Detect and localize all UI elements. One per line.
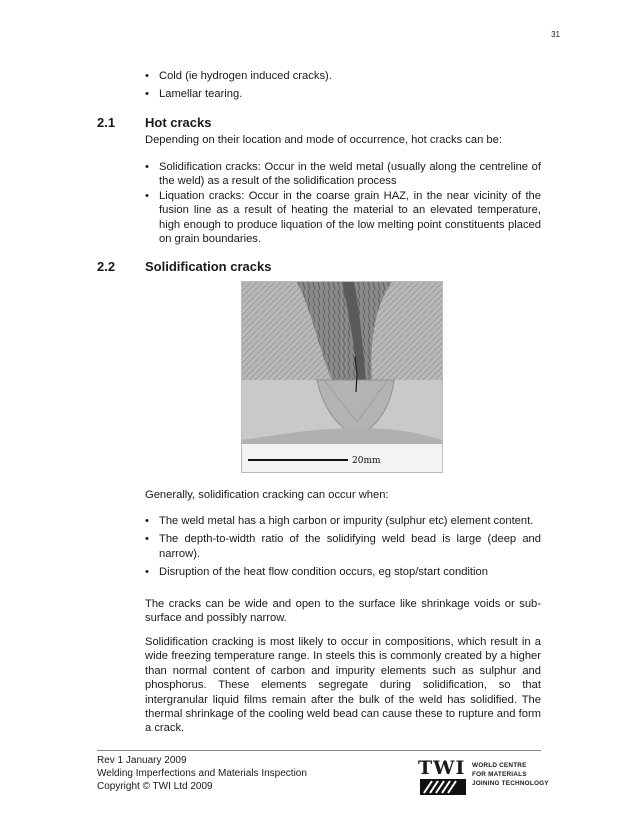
footer xyxy=(97,754,307,793)
list-item: • Liquation cracks: Occur in the coarse grain HAZ, in the near vicinity of the fusion line as a result of heating the material to an elevated temperature, high enough to produce liquation of the low melting point constituents placed on grain boundaries. xyxy=(145,189,541,247)
footer-revision: Rev 1 January 2009 xyxy=(97,755,187,766)
weld-macrograph-figure xyxy=(241,281,443,473)
twi-logo-mark-icon xyxy=(420,779,466,795)
list-item: • The weld metal has a high carbon or impurity (sulphur etc) element content. xyxy=(145,514,541,528)
solidification-intro: Generally, solidification cracking can occur when: xyxy=(145,489,389,501)
list-item: • The depth-to-width ratio of the solidifying weld bead is large (deep and narrow). xyxy=(145,532,541,561)
solidification-paragraph-2: Solidification cracking is most likely to occur in compositions, which result in a wide freezing temperature range. In steels this is commonly created by a higher than normal content of carbon and impurity elements such as sulphur and phosphorus. These elements segregate during solidification, so that intergranular liquid films remain after the bulk of the weld has solidified. The thermal shrinkage of the cooling weld bead can cause these to rupture and form a crack. xyxy=(145,636,541,735)
twi-logo xyxy=(418,757,553,797)
figure-scale-label: 20mm xyxy=(352,456,381,466)
list-item: • Solidification cracks: Occur in the weld metal (usually along the centreline of the weld) as a result of the solidification process xyxy=(145,160,541,189)
footer-document-title: Welding Imperfections and Materials Inspection xyxy=(97,768,307,779)
footer-divider xyxy=(97,750,541,751)
footer-copyright: Copyright © TWI Ltd 2009 xyxy=(97,781,213,792)
list-item: • Disruption of the heat flow condition occurs, eg stop/start condition xyxy=(145,565,541,579)
section-title-solidification: Solidification cracks xyxy=(145,259,272,274)
twi-logo-line: WORLD CENTRE xyxy=(472,762,527,769)
twi-logo-wordmark: TWI xyxy=(418,757,466,779)
solidification-bullet-list xyxy=(145,514,541,580)
section-title-hot-cracks: Hot cracks xyxy=(145,115,212,130)
twi-logo-line: FOR MATERIALS xyxy=(472,771,527,778)
list-item: • Lamellar tearing. xyxy=(145,87,541,101)
hot-cracks-intro: Depending on their location and mode of occurrence, hot cracks can be: xyxy=(145,134,502,146)
list-item: • Cold (ie hydrogen induced cracks). xyxy=(145,69,541,83)
hot-cracks-bullet-list xyxy=(145,160,541,246)
section-number-solidification: 2.2 xyxy=(97,259,116,274)
weld-macrograph-image xyxy=(242,282,442,472)
twi-logo-tagline xyxy=(472,761,549,788)
solidification-paragraph-1: The cracks can be wide and open to the surface like shrinkage voids or sub-surface and possibly narrow. xyxy=(145,598,541,625)
top-bullet-list xyxy=(145,69,541,102)
section-number-hot-cracks: 2.1 xyxy=(97,115,116,130)
page-number: 31 xyxy=(551,30,560,39)
twi-logo-line: JOINING TECHNOLOGY xyxy=(472,780,549,787)
